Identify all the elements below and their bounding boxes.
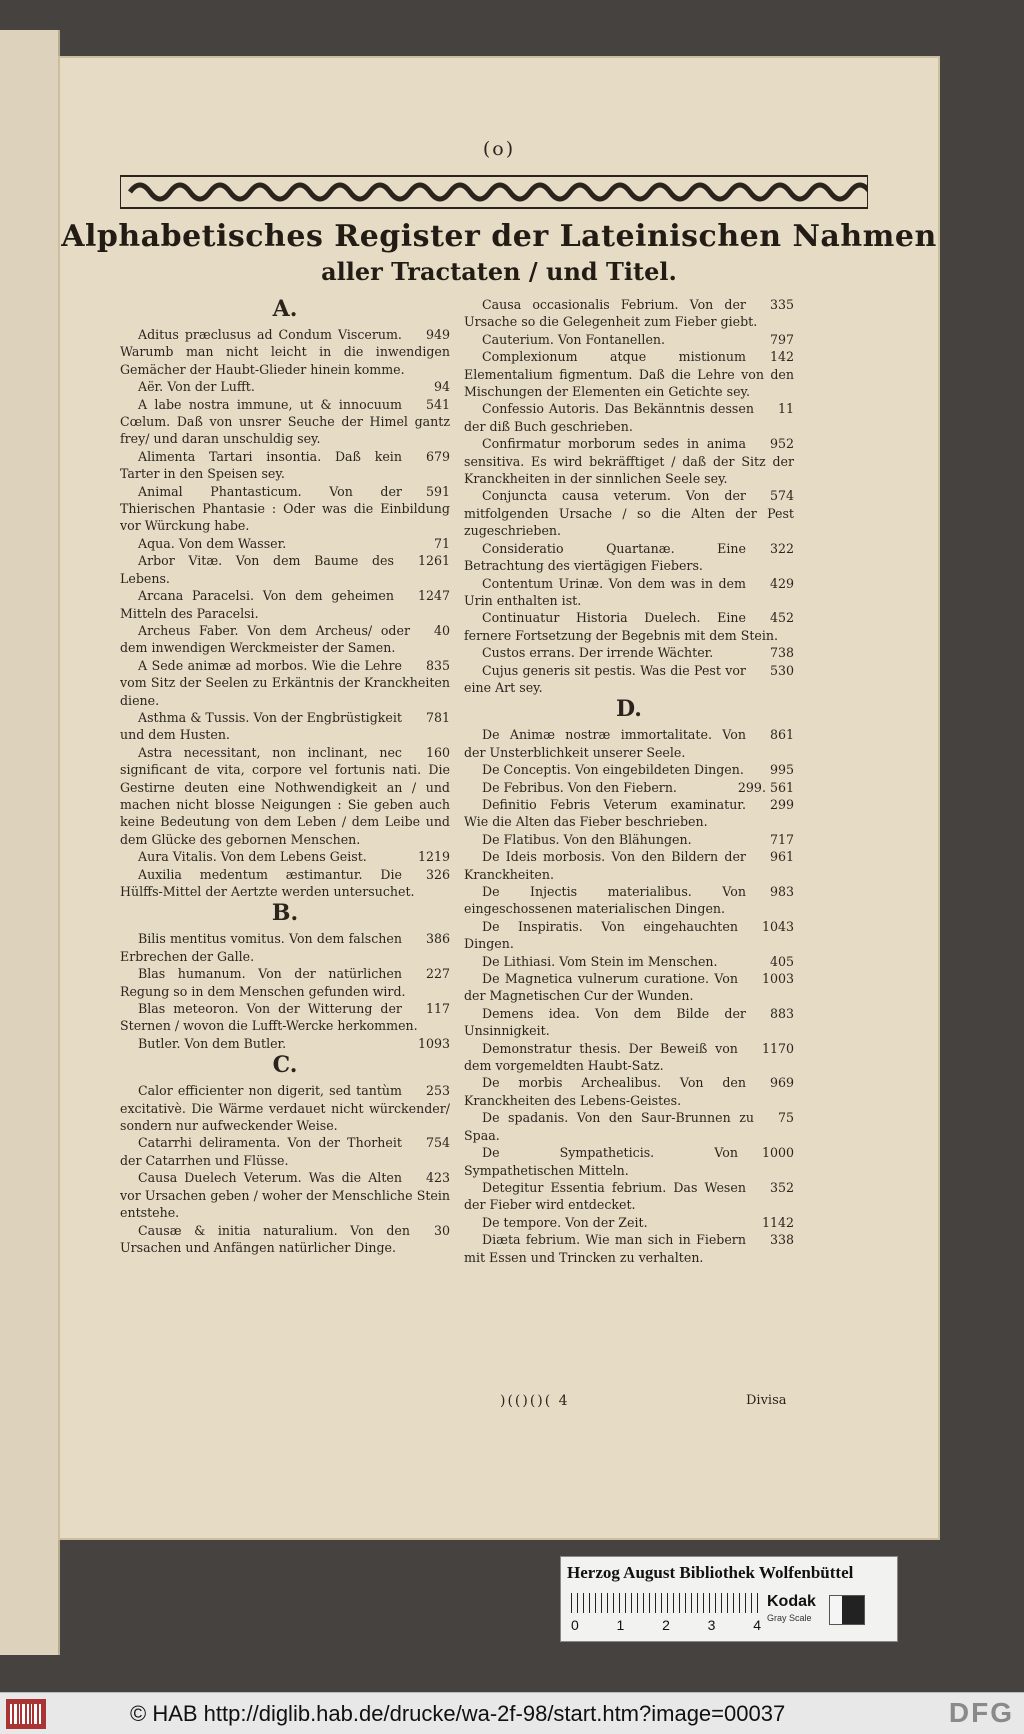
register-title: Alphabetisches Register der Lateinischen Nahmen (61, 219, 937, 254)
page-number: (o) (482, 138, 516, 160)
entry-page-number: 1261 (417, 553, 450, 569)
index-entry (120, 930, 450, 965)
index-entry (120, 552, 450, 587)
entry-text: Causa Duelech Veterum. Was die Alten vor Ursachen geben / woher der Menschliche Stein entstehe. (120, 1170, 450, 1221)
index-entry (464, 848, 794, 883)
entry-text: Arbor Vitæ. Von dem Baume des Lebens. (120, 553, 394, 586)
entry-page-number: 1093 (417, 1035, 450, 1051)
entry-text: Custos errans. Der irrende Wächter. (482, 645, 714, 661)
entry-page-number: 969 (769, 1075, 794, 1091)
entry-text: Butler. Von dem Butler. (138, 1035, 287, 1051)
entry-page-number: 429 (769, 575, 794, 591)
entry-text: Causa occasionalis Febrium. Von der Ursache so die Gelegenheit zum Fieber giebt. (464, 297, 758, 330)
index-entry (464, 918, 794, 953)
index-entry (120, 965, 450, 1000)
index-entry (464, 540, 794, 575)
section-letter: C. (272, 1052, 298, 1079)
entry-text: De Magnetica vulnerum curatione. Von der Magnetischen Cur der Wunden. (464, 971, 738, 1004)
index-entry (464, 644, 794, 661)
index-entry (464, 662, 794, 697)
index-entry (464, 883, 794, 918)
entry-text: Animal Phantasticum. Von der Thierischen Phantasie : Oder was die Einbildung vor Würckung habe. (120, 483, 450, 534)
entry-page-number: 1170 (761, 1040, 794, 1056)
section-letter: B. (271, 900, 299, 927)
index-entry (120, 848, 450, 865)
index-entry (120, 744, 450, 848)
entry-page-number: 1000 (761, 1145, 794, 1161)
index-entry (120, 378, 450, 395)
entry-text: Confirmatur morborum sedes in anima sensitiva. Es wird bekräfftiget / daß der Sitz der Kranckheiten in der sinnlichen Seele sey. (464, 436, 794, 487)
entry-text: De Febribus. Von den Fiebern. (482, 779, 677, 795)
index-entry (464, 1231, 794, 1266)
index-entry (464, 1109, 794, 1144)
index-entry (120, 866, 450, 901)
entry-text: Bilis mentitus vomitus. Von dem falschen Erbrechen der Galle. (120, 931, 402, 964)
entry-page-number: 883 (769, 1005, 794, 1021)
entry-text: Confessio Autoris. Das Bekänntnis dessen der diß Buch geschrieben. (464, 401, 754, 434)
entry-page-number: 227 (425, 966, 450, 982)
gray-scale-label: Gray Scale (767, 1613, 812, 1623)
ruler-number: 3 (707, 1617, 716, 1633)
entry-text: De Conceptis. Von eingebildeten Dingen. (482, 762, 744, 778)
entry-text: A Sede animæ ad morbos. Wie die Lehre vom Sitz der Seelen zu Erkäntnis der Kranckheiten diene. (120, 657, 450, 708)
entry-page-number: 30 (433, 1222, 450, 1238)
entry-page-number: 335 (769, 297, 794, 312)
entry-text: Aditus præclusus ad Condum Viscerum. Warumb man nicht leicht in die inwendigen Gemächer der Haubt-Glieder hinein komme. (120, 327, 450, 377)
left-column (120, 296, 450, 1256)
entry-text: De Flatibus. Von den Blähungen. (482, 831, 692, 847)
index-entry (464, 575, 794, 610)
entry-page-number: 1003 (761, 971, 794, 987)
entry-page-number: 253 (425, 1083, 450, 1099)
entry-text: Asthma & Tussis. Von der Engbrüstigkeit und dem Husten. (120, 709, 402, 743)
index-entry (120, 1035, 450, 1052)
entry-text: Calor efficienter non digerit, sed tantùm excitativè. Die Wärme verdauet nicht würckender/ sondern nur aufweckender Weise. (120, 1083, 450, 1134)
entry-text: Cauterium. Von Fontanellen. (482, 331, 666, 347)
entry-text: Aqua. Von dem Wasser. (138, 535, 287, 551)
index-entry (120, 1222, 450, 1257)
catchword: Divisa (746, 1393, 787, 1408)
scanned-page (58, 56, 940, 1540)
entry-page-number: 952 (769, 436, 794, 452)
index-entry (464, 331, 794, 348)
entry-page-number: 142 (769, 349, 794, 365)
ruler-numbers (571, 1617, 761, 1633)
section-letter: D. (616, 696, 642, 723)
library-label: Herzog August Bibliothek Wolfenbüttel (567, 1563, 854, 1582)
entry-text: De morbis Archealibus. Von den Kranckheiten des Lebens-Geistes. (464, 1075, 746, 1108)
entry-text: De Lithiasi. Vom Stein im Menschen. (482, 953, 718, 969)
index-entry (464, 609, 794, 644)
signature-mark: )(()()( 4 (500, 1393, 570, 1409)
entry-page-number: 75 (777, 1110, 794, 1126)
index-entry (464, 348, 794, 400)
entry-text: Catarrhi deliramenta. Von der Thorheit der Catarrhen und Flüsse. (120, 1135, 402, 1168)
entry-text: Definitio Febris Veterum examinatur. Wie die Alten das Fieber beschrieben. (464, 796, 746, 830)
ruler-number: 4 (753, 1617, 761, 1633)
entry-text: Diæta febrium. Wie man sich in Fiebern mit Essen und Trincken zu verhalten. (464, 1232, 746, 1265)
index-entry (120, 1082, 450, 1134)
entry-text: De Ideis morbosis. Von den Bildern der Kranckheiten. (464, 849, 746, 882)
entry-page-number: 591 (425, 483, 450, 499)
entry-page-number: 71 (433, 535, 450, 551)
entry-text: Cujus generis sit pestis. Was die Pest vor eine Art sey. (464, 662, 746, 695)
dfg-logo: DFG (948, 1697, 1014, 1728)
index-entry (120, 622, 450, 657)
index-entry (120, 326, 450, 378)
entry-page-number: 386 (425, 931, 450, 947)
entry-page-number: 541 (425, 396, 450, 412)
gray-swatch (829, 1595, 865, 1625)
entry-page-number: 961 (769, 849, 794, 865)
entry-text: Conjuncta causa veterum. Von der mitfolgenden Ursache / so die Alten der Pest zugeschrieben. (464, 488, 794, 539)
entry-page-number: 338 (769, 1232, 794, 1248)
entry-page-number: 322 (769, 540, 794, 556)
kodak-brand: Kodak (767, 1593, 816, 1610)
entry-text: De tempore. Von der Zeit. (482, 1214, 648, 1230)
entry-page-number: 530 (769, 662, 794, 678)
index-entry (464, 761, 794, 778)
entry-page-number: 679 (425, 448, 450, 464)
ornament-band (120, 174, 868, 210)
entry-text: Blas meteoron. Von der Witterung der Sternen / wovon die Lufft-Wercke herkommen. (120, 1001, 418, 1034)
entry-page-number: 326 (425, 866, 450, 882)
index-entry (120, 483, 450, 535)
entry-page-number: 861 (769, 727, 794, 743)
index-entry (120, 535, 450, 552)
index-entry (464, 400, 794, 435)
section-letter: A. (272, 296, 298, 322)
entry-page-number: 797 (769, 331, 794, 347)
index-entry (120, 1169, 450, 1221)
entry-text: Continuatur Historia Duelech. Eine fernere Fortsetzung der Begebnis mit dem Stein. (464, 610, 778, 643)
entry-page-number: 452 (769, 610, 794, 626)
entry-page-number: 983 (769, 884, 794, 899)
entry-page-number: 835 (425, 657, 450, 673)
entry-page-number: 1142 (761, 1214, 794, 1230)
entry-page-number: 738 (769, 645, 794, 661)
ruler-number: 0 (571, 1617, 579, 1633)
entry-text: Blas humanum. Von der natürlichen Regung so in dem Menschen gefunden wird. (120, 966, 406, 999)
entry-text: Auxilia medentum æstimantur. Die Hülffs-Mittel der Aertzte werden untersuchet. (120, 866, 415, 899)
entry-page-number: 574 (769, 488, 794, 504)
index-entry (464, 1040, 794, 1075)
ruler (571, 1593, 759, 1613)
entry-page-number: 781 (425, 709, 450, 725)
entry-text: Consideratio Quartanæ. Eine Betrachtung des viertägigen Fiebers. (464, 540, 746, 574)
entry-page-number: 352 (769, 1179, 794, 1195)
entry-text: Aura Vitalis. Von dem Lebens Geist. (138, 849, 367, 865)
entry-page-number: 299 (769, 796, 794, 812)
entry-page-number: 405 (769, 953, 794, 969)
source-url[interactable]: © HAB http://diglib.hab.de/drucke/wa-2f-98/start.htm?image=00037 (130, 1701, 786, 1726)
right-column (464, 296, 794, 1266)
index-entry (464, 1074, 794, 1109)
entry-text: De Inspiratis. Von eingehauchten Dingen. (464, 918, 738, 952)
index-entry (120, 1000, 450, 1035)
index-entry (464, 1214, 794, 1231)
entry-text: Archeus Faber. Von dem Archeus/ oder dem inwendigen Werckmeister der Samen. (120, 622, 410, 656)
entry-page-number: 1247 (417, 588, 450, 604)
entry-page-number: 423 (425, 1170, 450, 1186)
index-entry (120, 587, 450, 622)
index-entry (464, 953, 794, 970)
entry-page-number: 94 (433, 379, 450, 395)
entry-text: Arcana Paracelsi. Von dem geheimen Mitteln des Paracelsi. (120, 588, 394, 621)
adjacent-page-edge (0, 30, 60, 1655)
index-entry (464, 779, 794, 796)
index-entry (464, 487, 794, 539)
index-entry (464, 1144, 794, 1179)
entry-text: Alimenta Tartari insontia. Daß kein Tarter in den Speisen sey. (120, 448, 402, 482)
entry-text: De Sympatheticis. Von Sympathetischen Mitteln. (464, 1145, 738, 1178)
index-entry (120, 709, 450, 744)
entry-text: Causæ & initia naturalium. Von den Ursachen und Anfängen natürlicher Dinge. (120, 1222, 410, 1255)
index-entry (464, 726, 794, 761)
entry-page-number: 754 (425, 1135, 450, 1151)
index-entry (120, 657, 450, 709)
entry-text: Detegitur Essentia febrium. Das Wesen der Fieber wird entdecket. (464, 1179, 746, 1213)
index-entry (464, 1005, 794, 1040)
entry-page-number: 995 (769, 762, 794, 778)
entry-page-number: 40 (433, 622, 450, 638)
color-checker-card (560, 1556, 898, 1642)
entry-text: Contentum Urinæ. Von dem was in dem Urin enthalten ist. (464, 575, 746, 608)
entry-page-number: 160 (425, 744, 450, 760)
ruler-number: 2 (662, 1617, 670, 1633)
entry-text: De Injectis materialibus. Von eingeschossenen materialischen Dingen. (464, 884, 746, 917)
index-entry (464, 796, 794, 831)
entry-page-number: 1219 (417, 849, 450, 865)
index-entry (464, 970, 794, 1005)
entry-text: Astra necessitant, non inclinant, nec significant de vita, corpore vel fortunis nati. Die Gestirne deuten eine Nothwendigkeit an / und machen nicht blosse Neigungen : Sie geben auch keine Bedeutung von dem Leben / dem Leibe und dem Glücke des gebornen Menschen. (120, 744, 450, 847)
index-entry (120, 448, 450, 483)
entry-page-number: 117 (425, 1001, 450, 1017)
entry-text: Demens idea. Von dem Bilde der Unsinnigkeit. (464, 1005, 746, 1039)
entry-text: Aër. Von der Lufft. (138, 379, 255, 395)
index-entry (464, 1179, 794, 1214)
ruler-number: 1 (616, 1617, 625, 1633)
index-entry (120, 396, 450, 448)
index-entry (464, 831, 794, 848)
entry-text: A labe nostra immune, ut & innocuum Cœlum. Daß von unsrer Seuche der Himel gantz frey/ und daran unschuldig sey. (120, 396, 450, 447)
footer-bar (0, 1692, 1024, 1734)
index-entry (464, 435, 794, 487)
entry-text: De Animæ nostræ immortalitate. Von der Unsterblichkeit unserer Seele. (464, 727, 746, 760)
entry-page-number: 11 (777, 401, 794, 417)
entry-page-number: 717 (769, 831, 794, 847)
index-entry (120, 1134, 450, 1169)
entry-page-number: 949 (425, 327, 450, 342)
index-entry (464, 296, 794, 331)
entry-page-number: 1043 (761, 918, 794, 934)
register-subtitle: aller Tractaten / und Titel. (321, 257, 677, 286)
entry-text: Complexionum atque mistionum Elementalium figmentum. Daß die Lehre von den Mischungen der Elementen ein Getichte sey. (464, 349, 794, 400)
entry-page-number: 299. 561 (737, 779, 794, 795)
entry-text: Demonstratur thesis. Der Beweiß von dem vorgemeldten Haubt-Satz. (464, 1040, 738, 1074)
entry-text: De spadanis. Von den Saur-Brunnen zu Spaa. (464, 1110, 754, 1143)
barcode-icon (6, 1699, 46, 1729)
